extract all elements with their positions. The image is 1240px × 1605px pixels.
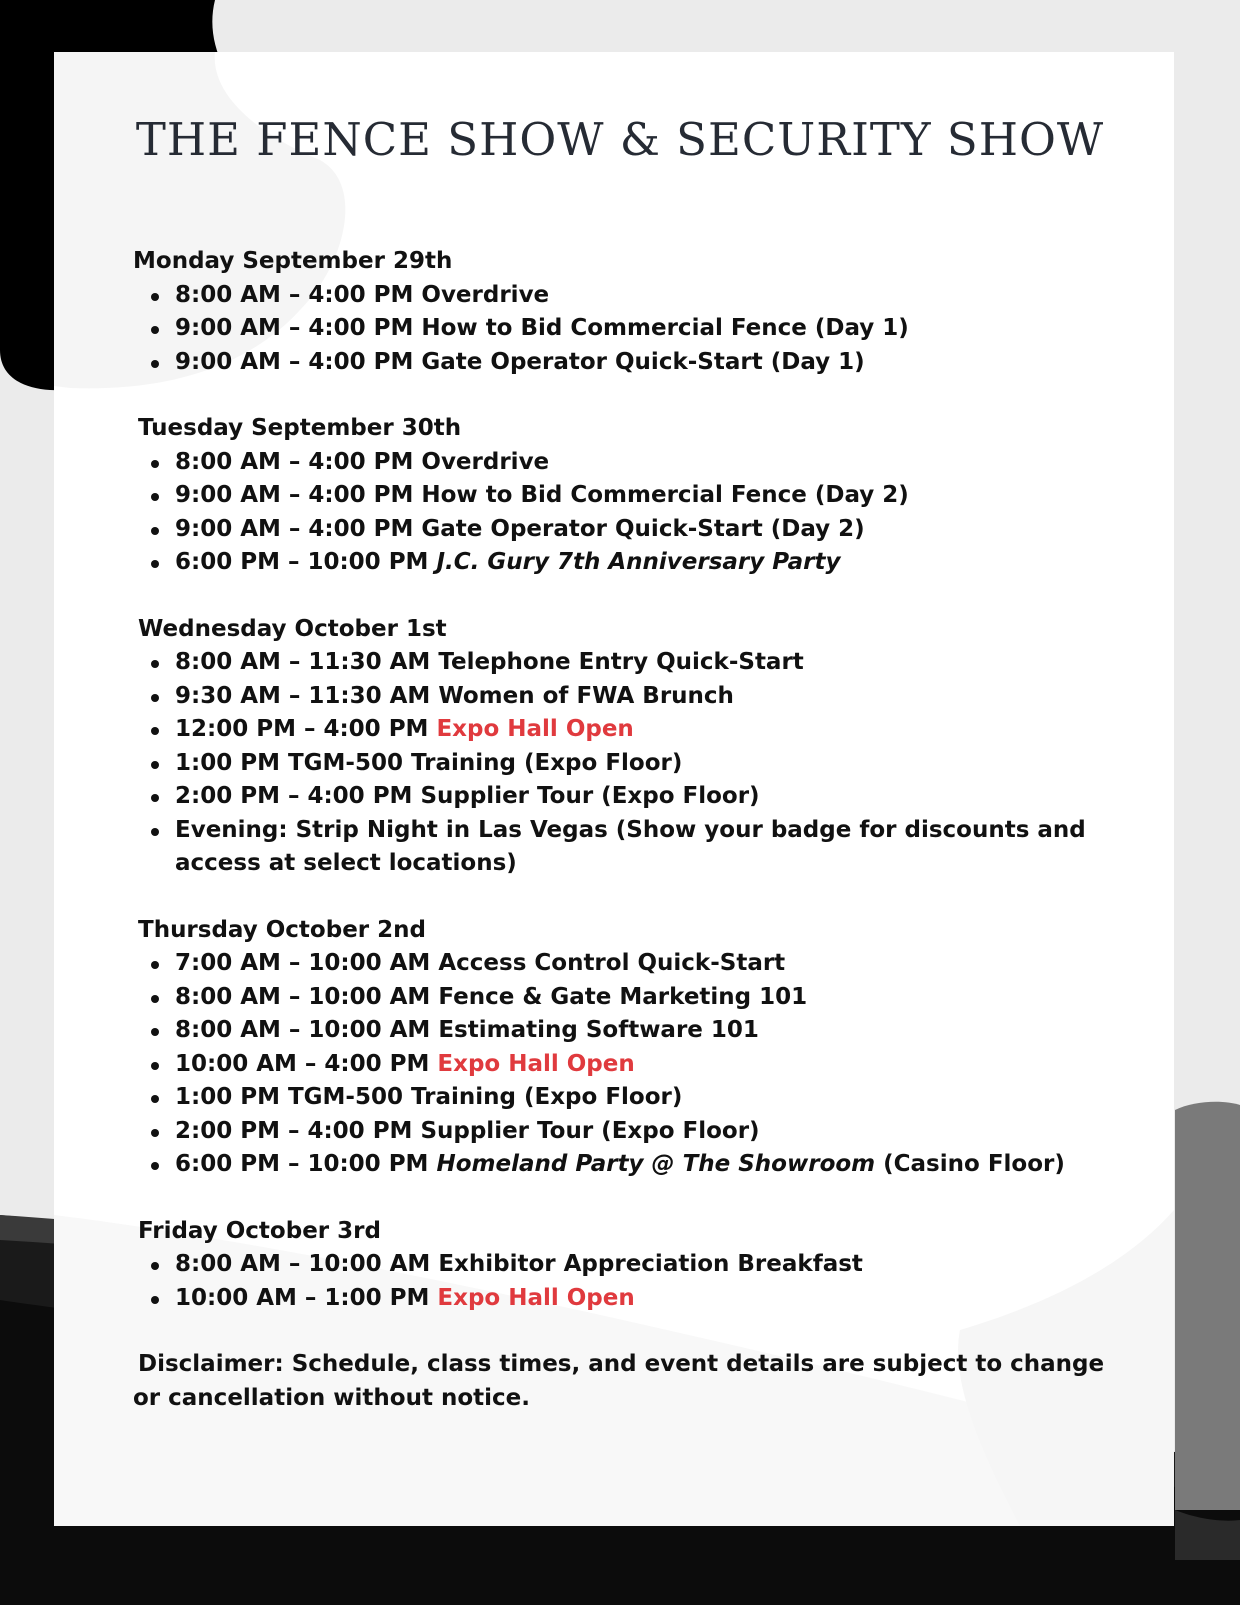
event-time: 10:00 AM – 4:00 PM	[175, 1050, 438, 1077]
event-item: 7:00 AM – 10:00 AM Access Control Quick-Start	[175, 947, 1133, 981]
expo-hall-open-label: Expo Hall Open	[436, 716, 634, 742]
event-item: 9:00 AM – 4:00 PM Gate Operator Quick-Start (Day 2)	[175, 513, 1133, 547]
day-heading: Friday October 3rd	[138, 1217, 381, 1244]
event-time: 6:00 PM – 10:00 PM	[175, 1151, 437, 1177]
event-item	[175, 546, 1133, 580]
day-thursday	[133, 914, 1133, 1182]
event-list	[133, 446, 1133, 580]
party-name: J.C. Gury 7th Anniversary Party	[436, 549, 841, 575]
schedule	[133, 245, 1133, 1415]
day-wednesday	[133, 613, 1133, 881]
event-item	[175, 1048, 1133, 1082]
disclaimer: Disclaimer: Schedule, class times, and event details are subject to change or cancellation without notice.	[133, 1351, 1105, 1411]
event-item: 8:00 AM – 10:00 AM Fence & Gate Marketing 101	[175, 981, 1133, 1015]
page-title: THE FENCE SHOW & SECURITY SHOW	[135, 113, 1105, 166]
event-time: 10:00 AM – 1:00 PM	[175, 1284, 438, 1311]
event-item: 9:00 AM – 4:00 PM Gate Operator Quick-Start (Day 1)	[175, 346, 1133, 380]
event-time: 6:00 PM – 10:00 PM	[175, 549, 437, 575]
event-item: 2:00 PM – 4:00 PM Supplier Tour (Expo Floor)	[175, 780, 1133, 814]
event-item: 9:30 AM – 11:30 AM Women of FWA Brunch	[175, 680, 1133, 714]
party-location: (Casino Floor)	[875, 1151, 1065, 1177]
event-item: 8:00 AM – 10:00 AM Estimating Software 101	[175, 1014, 1133, 1048]
expo-hall-open-label: Expo Hall Open	[437, 1284, 635, 1311]
event-item: 9:00 AM – 4:00 PM How to Bid Commercial Fence (Day 1)	[175, 312, 1133, 346]
day-heading: Thursday October 2nd	[138, 916, 426, 943]
day-tuesday	[133, 412, 1133, 580]
event-item: 8:00 AM – 11:30 AM Telephone Entry Quick-Start	[175, 646, 1133, 680]
event-item: 8:00 AM – 10:00 AM Exhibitor Appreciation Breakfast	[175, 1248, 1133, 1282]
event-item: 8:00 AM – 4:00 PM Overdrive	[175, 446, 1133, 480]
expo-hall-open-label: Expo Hall Open	[437, 1050, 635, 1077]
event-item: 1:00 PM TGM-500 Training (Expo Floor)	[175, 747, 1133, 781]
event-item: 9:00 AM – 4:00 PM How to Bid Commercial Fence (Day 2)	[175, 479, 1133, 513]
event-list	[133, 279, 1133, 380]
day-friday	[133, 1215, 1133, 1316]
party-name: Homeland Party @ The Showroom	[436, 1151, 876, 1177]
day-monday	[133, 245, 1133, 379]
event-time: 12:00 PM – 4:00 PM	[175, 716, 437, 742]
event-item: 2:00 PM – 4:00 PM Supplier Tour (Expo Floor)	[175, 1115, 1133, 1149]
event-item: 1:00 PM TGM-500 Training (Expo Floor)	[175, 1081, 1133, 1115]
event-item	[175, 1148, 1133, 1182]
day-heading: Tuesday September 30th	[138, 415, 462, 441]
event-item	[175, 1282, 1133, 1316]
event-list	[133, 947, 1133, 1182]
event-item: Evening: Strip Night in Las Vegas (Show your badge for discounts and access at select locations)	[175, 814, 1133, 881]
day-heading: Monday September 29th	[133, 248, 453, 274]
day-heading: Wednesday October 1st	[138, 615, 447, 642]
event-item	[175, 713, 1133, 747]
event-list	[133, 646, 1133, 881]
event-list	[133, 1248, 1133, 1315]
event-item: 8:00 AM – 4:00 PM Overdrive	[175, 279, 1133, 313]
